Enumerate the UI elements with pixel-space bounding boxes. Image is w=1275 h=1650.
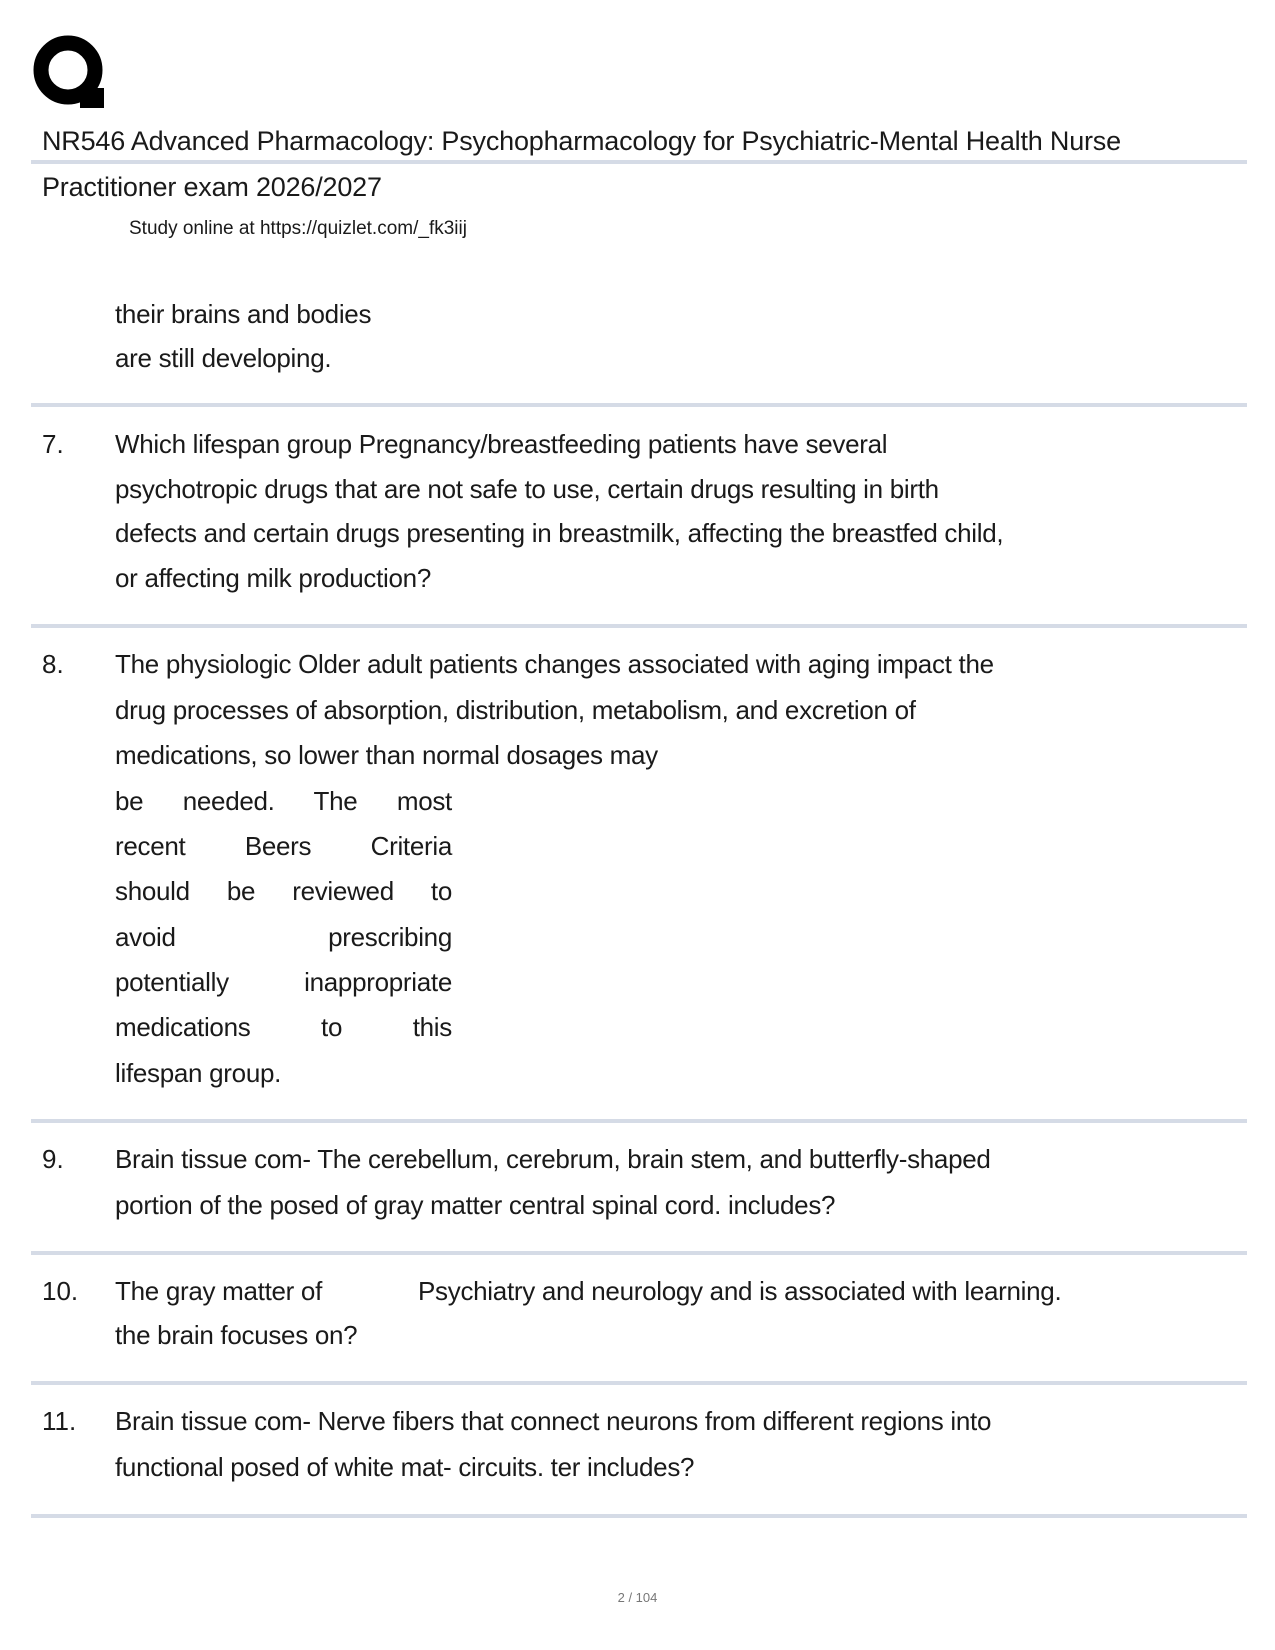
item-number: 10. [42,1276,79,1306]
study-online-link[interactable]: Study online at https://quizlet.com/_fk3iij [129,218,467,239]
item-text: portion of the posed of gray matter central spinal cord. includes? [115,1190,836,1220]
item-text: Brain tissue com- Nerve fibers that connect neurons from different regions into [115,1406,992,1436]
item-text: medications, so lower than normal dosages may [115,740,658,770]
item-answer-text: potentially inappropriate [115,967,452,997]
item-answer-text: lifespan group. [115,1058,282,1088]
item-answer-text: recent Beers Criteria [115,831,452,861]
item-text: functional posed of white mat- circuits. ter includes? [115,1452,695,1482]
divider [31,403,1247,407]
quizlet-logo-icon [32,32,108,112]
item-answer-text: medications to this [115,1012,452,1042]
item-text: drug processes of absorption, distribution, metabolism, and excretion of [115,695,916,725]
divider [31,1251,1247,1255]
page-number: 2 / 104 [617,1590,658,1605]
item-text: Which lifespan group Pregnancy/breastfeeding patients have several [115,429,888,459]
item-text: or affecting milk production? [115,563,431,593]
divider [31,624,1247,628]
divider [31,1514,1247,1518]
item-text: Brain tissue com- The cerebellum, cerebrum, brain stem, and butterfly-shaped [115,1144,991,1174]
item-number: 11. [42,1406,77,1436]
item-answer-text: avoid prescribing [115,922,452,952]
continuation-text: are still developing. [115,343,332,373]
document-title: NR546 Advanced Pharmacology: Psychopharmacology for Psychiatric-Mental Health Nurse [42,126,1121,156]
item-number: 8. [42,649,64,679]
divider [31,1119,1247,1123]
continuation-text: their brains and bodies [115,299,372,329]
item-answer-text: Psychiatry and neurology and is associated with learning. [418,1276,1062,1306]
item-text: The physiologic Older adult patients changes associated with aging impact the [115,649,994,679]
item-question-text: The gray matter of [115,1276,323,1306]
item-number: 9. [42,1144,64,1174]
item-question-text: the brain focuses on? [115,1320,358,1350]
title-divider [31,160,1247,164]
item-number: 7. [42,429,64,459]
item-text: psychotropic drugs that are not safe to use, certain drugs resulting in birth [115,474,939,504]
item-answer-text: should be reviewed to [115,876,452,906]
document-title-line2: Practitioner exam 2026/2027 [42,172,382,202]
item-answer-text: be needed. The most [115,786,452,816]
item-text: defects and certain drugs presenting in breastmilk, affecting the breastfed child, [115,518,1004,548]
divider [31,1381,1247,1385]
